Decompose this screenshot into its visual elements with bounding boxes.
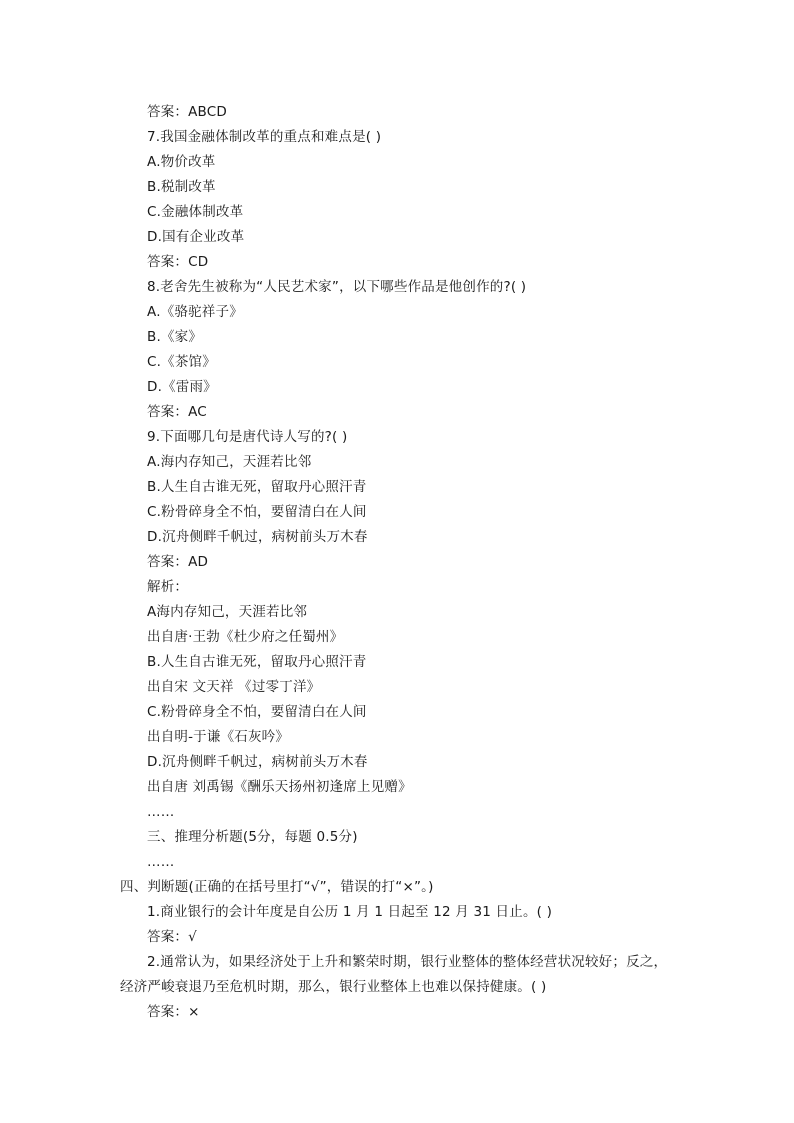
option-a: A.物价改革 (147, 154, 216, 170)
answer-line: 答案：AC (147, 404, 207, 420)
question-7: 7.我国金融体制改革的重点和难点是( ) (147, 129, 382, 145)
option-a: A.海内存知己，天涯若比邻 (147, 454, 312, 470)
option-a: A.《骆驼祥子》 (147, 304, 243, 320)
answer-line: 答案：AD (147, 554, 209, 570)
answer-line: 答案：CD (147, 254, 209, 270)
answer-line: 答案：× (147, 1004, 200, 1020)
option-b: B.税制改革 (147, 179, 216, 195)
answer-line: 答案：√ (147, 929, 197, 945)
option-b: B.《家》 (147, 329, 203, 345)
analysis-line: C.粉骨碎身全不怕，要留清白在人间 (147, 704, 367, 720)
option-c: C.粉骨碎身全不怕，要留清白在人间 (147, 504, 367, 520)
answer-line: 答案：ABCD (147, 104, 227, 120)
source-line: 出自明-于谦《石灰吟》 (147, 729, 290, 745)
source-line: 出自宋 文天祥 《过零丁洋》 (147, 679, 321, 695)
question-8: 8.老舍先生被称为“人民艺术家”，以下哪些作品是他创作的?( ) (147, 279, 527, 295)
source-line: 出自唐·王勃《杜少府之任蜀州》 (147, 629, 344, 645)
question-9: 9.下面哪几句是唐代诗人写的?( ) (147, 429, 348, 445)
analysis-line: A海内存知己，天涯若比邻 (147, 604, 308, 620)
analysis-line: B.人生自古谁无死，留取丹心照汗青 (147, 654, 367, 670)
judgment-question-2: 2.通常认为，如果经济处于上升和繁荣时期，银行业整体的整体经营状况较好；反之， (147, 954, 668, 970)
ellipsis: …… (147, 854, 175, 870)
option-c: C.金融体制改革 (147, 204, 244, 220)
option-b: B.人生自古谁无死，留取丹心照汗青 (147, 479, 367, 495)
judgment-question-1: 1.商业银行的会计年度是自公历 1 月 1 日起至 12 月 31 日止。( ) (147, 904, 553, 920)
option-d: D.沉舟侧畔千帆过，病树前头万木春 (147, 529, 368, 545)
option-d: D.国有企业改革 (147, 229, 245, 245)
judgment-question-2-cont: 经济严峻衰退乃至危机时期，那么，银行业整体上也难以保持健康。( ) (120, 979, 547, 995)
option-d: D.《雷雨》 (147, 379, 217, 395)
analysis-heading: 解析： (147, 579, 189, 595)
section-4-heading: 四、判断题(正确的在括号里打“√”，错误的打“×”。) (120, 879, 434, 895)
ellipsis: …… (147, 804, 175, 820)
source-line: 出自唐 刘禹锡《酬乐天扬州初逢席上见赠》 (147, 779, 412, 795)
option-c: C.《茶馆》 (147, 354, 216, 370)
section-3-heading: 三、推理分析题(5分，每题 0.5分) (147, 829, 358, 845)
analysis-line: D.沉舟侧畔千帆过，病树前头万木春 (147, 754, 368, 770)
